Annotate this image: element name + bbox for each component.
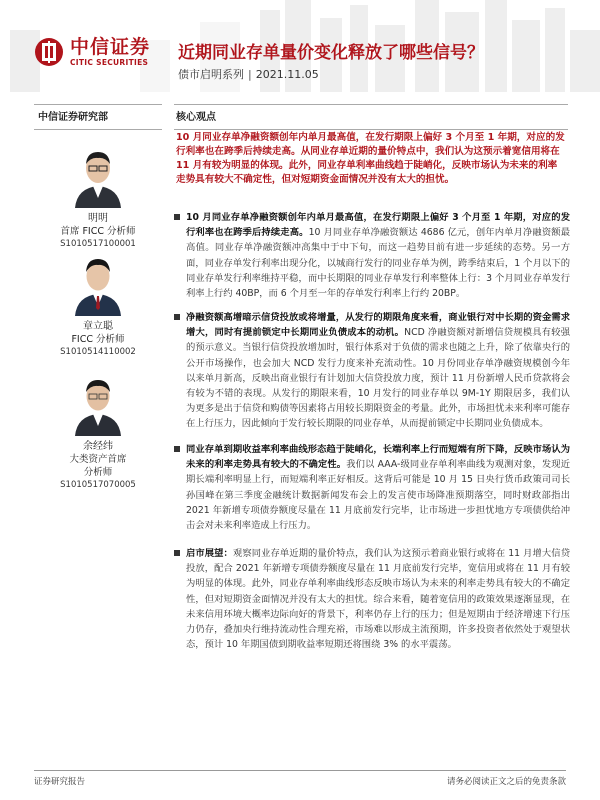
citic-emblem-icon	[34, 37, 64, 67]
main-content	[174, 104, 568, 130]
citic-logo	[34, 36, 150, 68]
bullet-square-icon	[174, 550, 180, 556]
paragraph-lead: 10 月同业存单净融资额创年内单月最高值，在发行期限上偏好 3 个月至 1 年期，对应的发行利率也在跨季后持续走高。	[186, 212, 570, 239]
analyst-photo	[69, 370, 127, 436]
report-title: 近期同业存单量价变化释放了哪些信号？	[178, 43, 484, 63]
paragraph-lead: 启市展望：	[186, 548, 233, 559]
paragraph-body: 观察同业存单近期的量价特点，我们认为这预示着商业银行或将在 11 月增大信贷投放，配合 2021 年新增专项债券额度尽量在 11 月底前发行完毕，宽信用或将在 11 月有较为明显的体现。此外，同业存单利率曲线形态反映市场认为未来的利率走势具有较大的不确定性，但对短期资金面情况并没有太大的担忧。综合来看，随着宽信用的政策效果逐渐显现，在未来信用环境大概率边际向好的背景下，利率仍存上行的压力；但是短期由于经济增速下行压力仍存，叠加央行维持流动性合理充裕，市场难以形成主流预期，许多投资者依然处于观望状态，预计 10 年期国债到期收益率短期还将围绕 3% 的水平震荡。	[186, 548, 570, 651]
bullet-square-icon	[174, 314, 180, 320]
analyst-license: S1010517100001	[60, 239, 136, 249]
subtitle-separator: |	[248, 68, 252, 81]
analyst-name: 余经纬	[83, 441, 113, 452]
report-date: 2021.11.05	[255, 68, 319, 81]
analysis-paragraph	[174, 310, 570, 432]
analyst-card	[34, 370, 162, 491]
analyst-role: FICC 分析师	[71, 334, 125, 345]
analyst-card	[34, 250, 162, 358]
series-name: 债市启明系列	[178, 68, 244, 81]
analyst-name: 章立聪	[83, 321, 113, 332]
analyst-photo	[69, 250, 127, 316]
analyst-sidebar	[34, 104, 162, 136]
analyst-role-line2: 分析师	[83, 467, 113, 478]
analyst-role: 大类资产首席	[69, 454, 127, 465]
analyst-photo	[69, 142, 127, 208]
analyst-license: S1010517070005	[60, 480, 136, 490]
bullet-square-icon	[174, 214, 180, 220]
analyst-license: S1010514110002	[60, 347, 136, 357]
paragraph-body: 10 月同业存单净融资额达 4686 亿元，创年内单月净融资额最高值。同业存单净融资额冲高集中于中下旬，而这一趋势目前有进一步延续的态势。另一方面，同业存单发行利率出现分化，以城商行发行的同业存单为例，跨季结束后，1 个月以下的同业存单发行利率维持平稳，而中长期限的同业存单发行利率整体上行：3 个月同业存单发行利率上行约 40BP，而 6 个月至一年的存单发行利率上行约 20BP。	[186, 227, 570, 300]
key-points-summary: 10 月同业存单净融资额创年内单月最高值，在发行期限上偏好 3 个月至 1 年期，对应的发行利率也在跨季后持续走高。从同业存单近期的量价特点中，我们认为这预示着宽信用将在 11 月有较为明显的体现。此外，同业存单利率曲线趋于陡峭化，反映市场认为未来的利率走势具有较大不确定性，但对短期资金面情况并没有太大的担忧。	[176, 132, 565, 185]
paragraph-lead: 同业存单到期收益率利率曲线形态趋于陡峭化，长端利率上行而短端有所下降，反映市场认为未来的利率走势具有较大的不确定性。	[186, 444, 570, 471]
analyst-card	[34, 142, 162, 250]
bullet-square-icon	[174, 446, 180, 452]
analysis-paragraph	[174, 442, 570, 533]
footer-left-text: 证券研究报告	[34, 777, 86, 787]
logo-english-text: CITIC SECURITIES	[70, 58, 149, 67]
paragraph-body: NCD 净融资额对新增信贷规模具有较强的预示意义。当银行信贷投放增加时，银行体系对于负债的需求也随之上升，除了依靠央行的公开市场操作，也会加大 NCD 发行力度来补充流动性。10 月份同业存单净融资规模创今年以来单月新高，反映出商业银行有计划加大信贷投放力度，预计 11 月份新增人民币贷款将会有较为不错的表现。从发行的期限来看，10 月发行的同业存单以 9M-1Y 期限居多，我们认为更多是出于信贷和购债等因素将占用较长期限资金的考量。此外，市场担忧未来利率可能存在上行压力，因此倾向于发行较长期限的同业存单，从而提前锁定中长期同业负债成本。	[186, 327, 570, 430]
report-subtitle	[178, 66, 319, 82]
analyst-role: 首席 FICC 分析师	[60, 226, 136, 237]
analysis-paragraph	[174, 210, 570, 301]
analysis-paragraph	[174, 546, 570, 652]
paragraph-lead: 净融资额高增暗示信贷投放或将增量，从发行的期限角度来看，商业银行对中长期的资金需求增大，同时有提前锁定中长期同业负债成本的动机。	[186, 312, 570, 339]
paragraph-body: 我们以 AAA-级同业存单利率曲线为观测对象，发现近期长端利率明显上行，而短端利率正好相反。这背后可能是 10 月 15 日央行货币政策司司长孙国峰在第三季度金融统计数据新闻发布会上的发言使市场降准预期落空，同时财政部指出 2021 年新增专项债券额度尽量在 11 月底前发行完毕，让市场进一步担忧地方专项债供给冲击会对未来利率造成上行压力。	[186, 459, 570, 532]
section-title: 核心观点	[174, 104, 568, 130]
analyst-name: 明明	[88, 213, 108, 224]
page-footer	[34, 770, 566, 787]
department-name: 中信证券研究部	[34, 104, 162, 130]
footer-disclaimer-text: 请务必阅读正文之后的免责条款	[446, 777, 566, 787]
logo-chinese-text: 中信证券	[70, 36, 151, 58]
